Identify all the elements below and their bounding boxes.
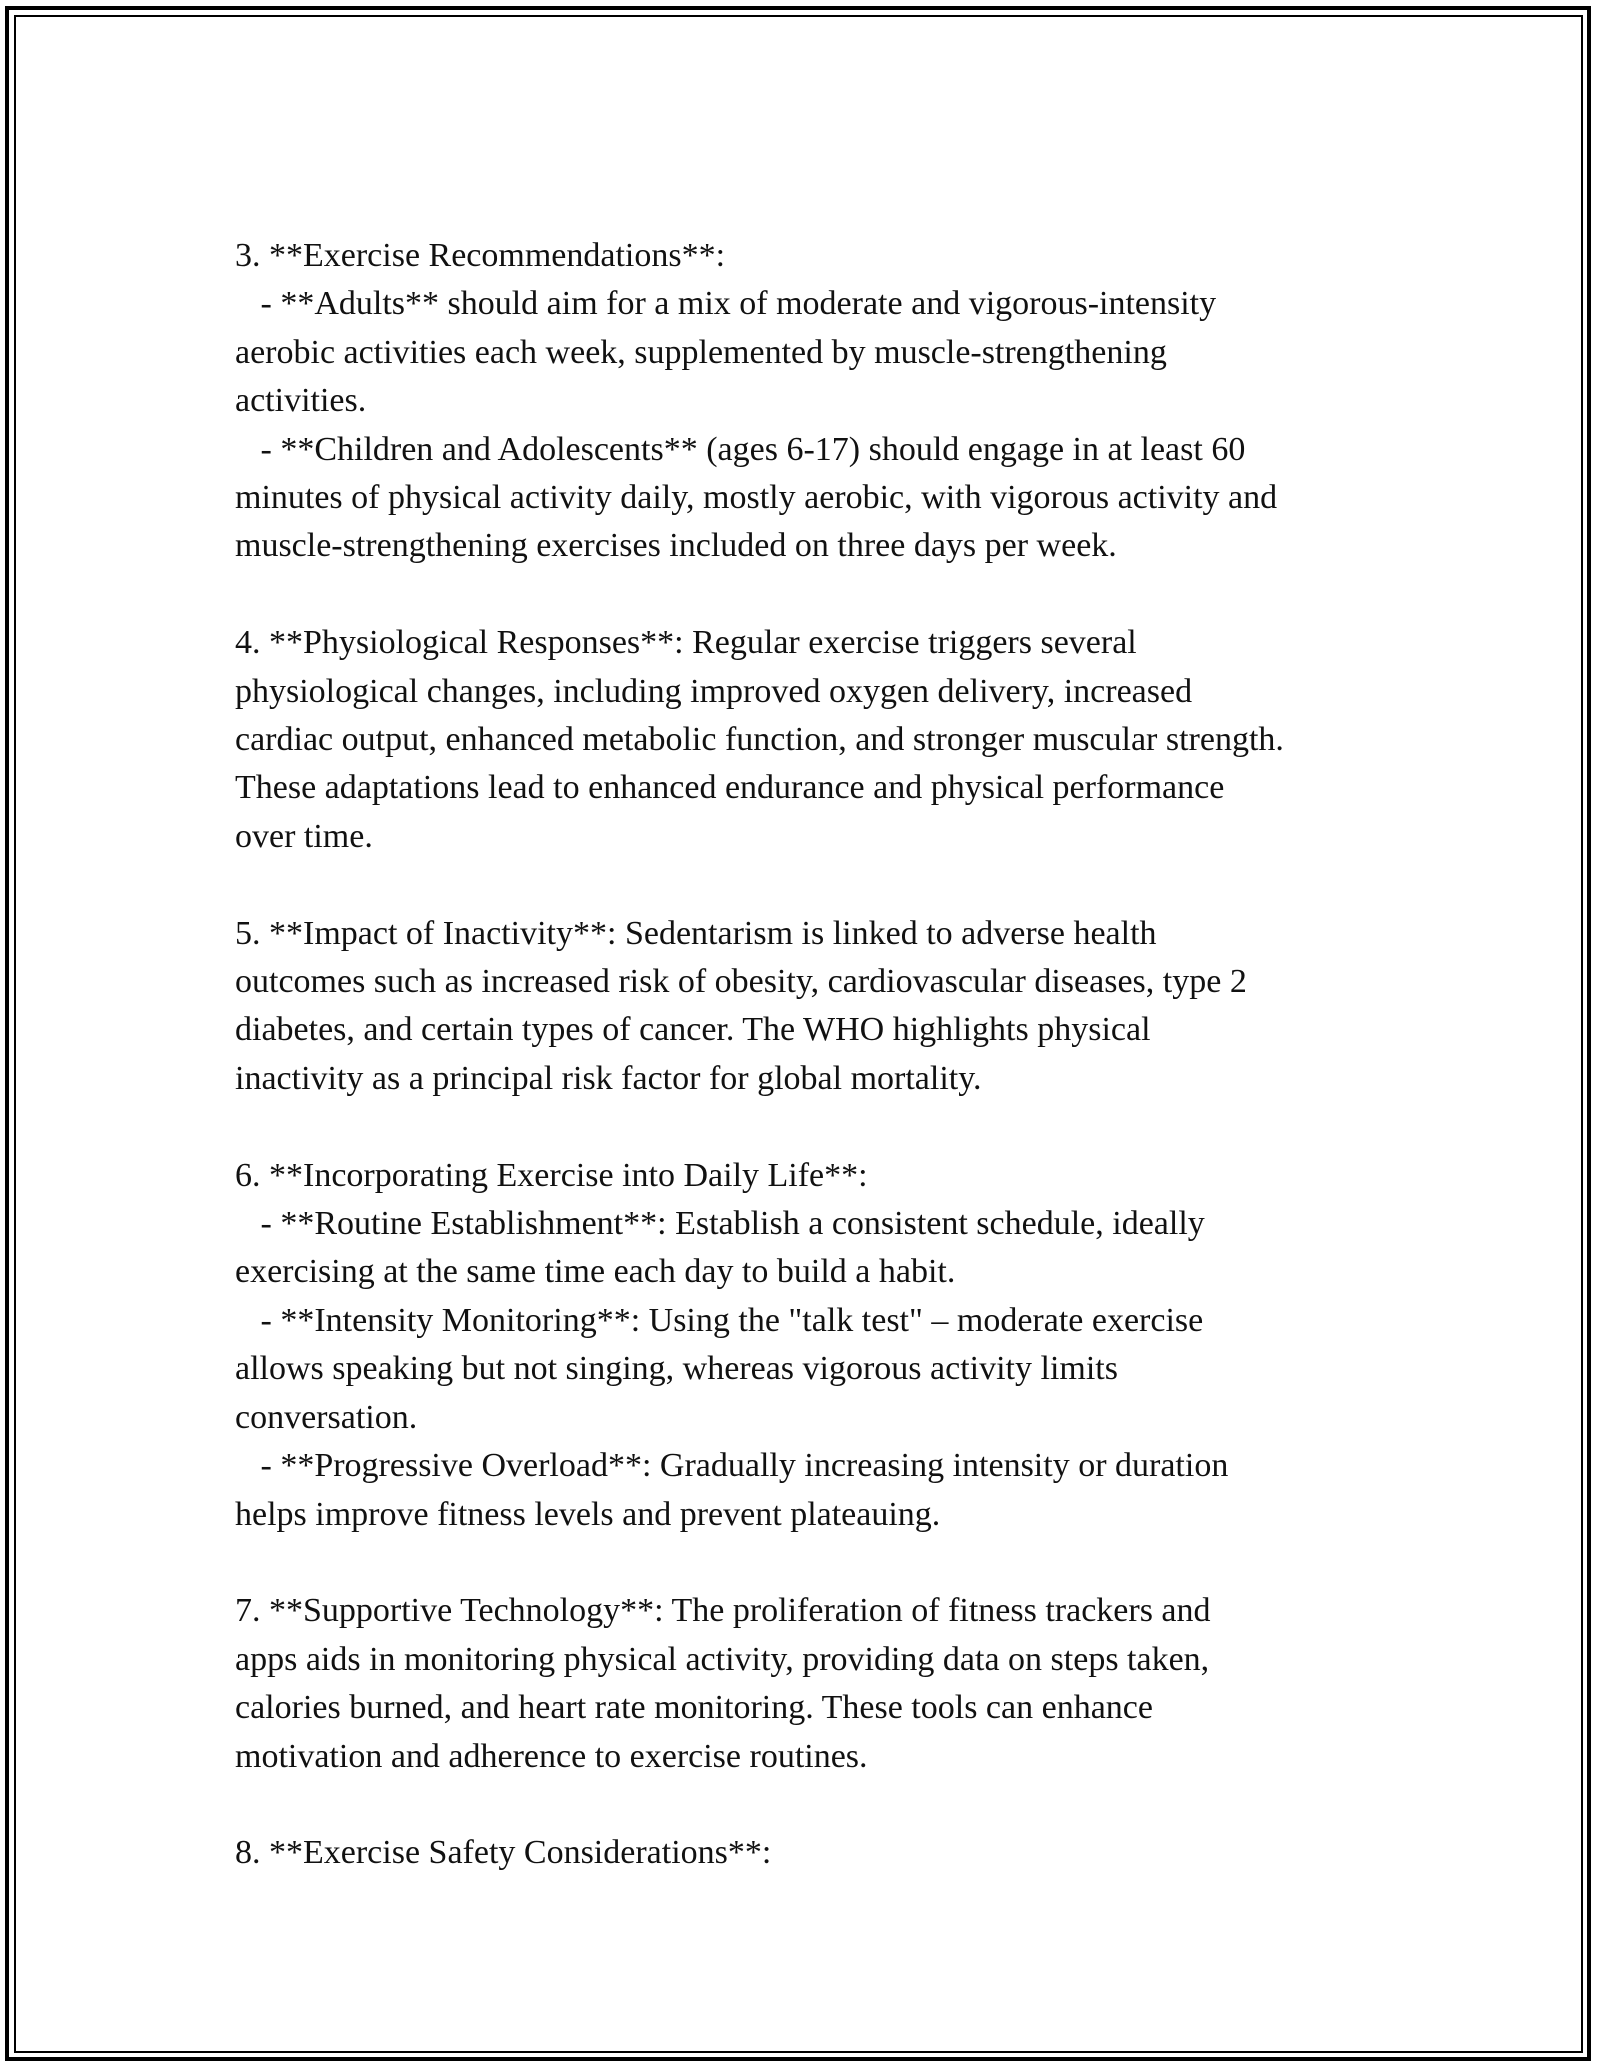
text-line: 4. **Physiological Responses**: Regular exercise triggers several — [235, 624, 1137, 662]
text-line: inactivity as a principal risk factor for global mortality. — [235, 1059, 982, 1097]
section-impact-of-inactivity — [235, 910, 1385, 1104]
section-exercise-recommendations — [235, 232, 1385, 571]
text-line: physiological changes, including improved oxygen delivery, increased — [235, 672, 1193, 710]
text-line: - **Intensity Monitoring**: Using the "talk test" – moderate exercise — [235, 1301, 1204, 1339]
section-supportive-technology — [235, 1587, 1385, 1781]
text-line: over time. — [235, 817, 373, 855]
text-line: conversation. — [235, 1398, 418, 1436]
section-incorporating-exercise — [235, 1152, 1385, 1539]
text-line: minutes of physical activity daily, mostly aerobic, with vigorous activity and — [235, 479, 1278, 517]
section-exercise-safety — [235, 1829, 1385, 1877]
text-line: 3. **Exercise Recommendations**: — [235, 237, 726, 274]
text-line: activities. — [235, 382, 367, 420]
text-line: muscle-strengthening exercises included on three days per week. — [235, 527, 1117, 565]
document-body — [235, 232, 1385, 1926]
text-line: cardiac output, enhanced metabolic function, and stronger muscular strength. — [235, 721, 1284, 759]
text-line: - **Routine Establishment**: Establish a consistent schedule, ideally — [235, 1205, 1205, 1243]
text-line: 6. **Incorporating Exercise into Daily Life**: — [235, 1156, 868, 1194]
text-line: outcomes such as increased risk of obesity, cardiovascular diseases, type 2 — [235, 963, 1247, 1001]
text-line: motivation and adherence to exercise routines. — [235, 1737, 868, 1775]
text-line: These adaptations lead to enhanced endurance and physical performance — [235, 769, 1225, 807]
text-line: apps aids in monitoring physical activity, providing data on steps taken, — [235, 1640, 1210, 1678]
section-physiological-responses — [235, 619, 1385, 861]
text-line: exercising at the same time each day to build a habit. — [235, 1253, 956, 1291]
text-line: 8. **Exercise Safety Considerations**: — [235, 1834, 772, 1872]
text-line: 5. **Impact of Inactivity**: Sedentarism is linked to adverse health — [235, 914, 1157, 952]
text-line: aerobic activities each week, supplemented by muscle-strengthening — [235, 333, 1167, 371]
text-line: calories burned, and heart rate monitoring. These tools can enhance — [235, 1689, 1153, 1727]
text-line: - **Adults** should aim for a mix of moderate and vigorous-intensity — [235, 285, 1217, 323]
text-line: - **Progressive Overload**: Gradually increasing intensity or duration — [235, 1447, 1229, 1485]
text-line: - **Children and Adolescents** (ages 6-17) should engage in at least 60 — [235, 430, 1246, 468]
text-line: allows speaking but not singing, whereas vigorous activity limits — [235, 1350, 1118, 1388]
text-line: 7. **Supportive Technology**: The proliferation of fitness trackers and — [235, 1592, 1211, 1630]
text-line: helps improve fitness levels and prevent plateauing. — [235, 1495, 941, 1533]
text-line: diabetes, and certain types of cancer. The WHO highlights physical — [235, 1011, 1151, 1049]
